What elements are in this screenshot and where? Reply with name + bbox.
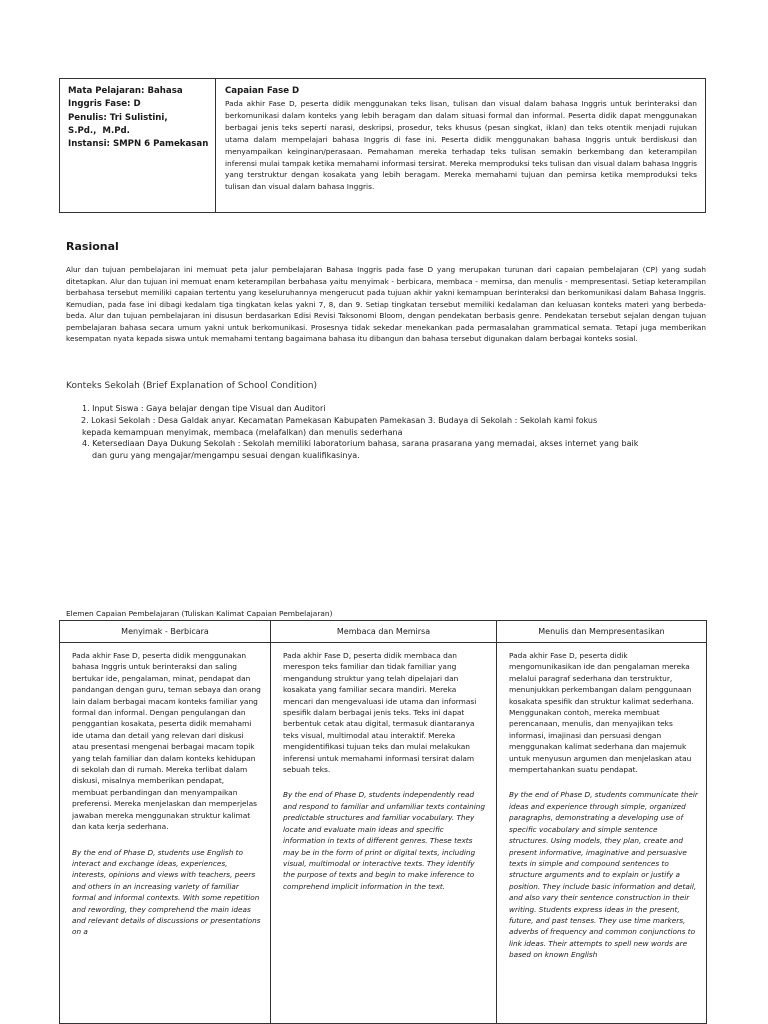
menulis-en-text: By the end of Phase D, students communicate their ideas and experience through simple, organized paragraphs, demonstrating a developing use of specific vocabulary and simple sentence structures. Using models, they plan, create and present informative, imaginative and persuasive texts in simple and compound sentences to structure arguments and to explain or justify a position. They include basic information and detail, and also vary their sentence construction in their writing. Students express ideas in the present, future, and past tenses. They use time markers, adverbs of frequency and common conjunctions to link ideas. Their attempts to spell new words are based on known English (509, 790, 698, 960)
phase-achievement-title: Capaian Fase D (225, 86, 300, 96)
context-item-4: 4. Ketersediaan Daya Dukung Sekolah : Sekolah memiliki laboratorium bahasa, sarana prasarana yang memadai, akses internet yang baik (82, 439, 639, 449)
author-line: Penulis: Tri Sulistini, (68, 112, 168, 123)
phase-achievement-text: Pada akhir Fase D, peserta didik menggunakan teks lisan, tulisan dan visual dalam bahasa Inggris untuk berinteraksi dan berkomunikasi dalam konteks yang lebih beragam dan dalam situasi formal dan informal. Peserta didik dapat menggunakan berbagai jenis teks seperti narasi, deskripsi, prosedur, teks khusus (pesan singkat, iklan) dan teks otentik menjadi rujukan utama dalam mempelajari bahasa Inggris di fase ini. Peserta didik menggunakan bahasa Inggris untuk berdiskusi dan menyampaikan keinginan/perasaan. Pemahaman mereka terhadap teks tulisan semakin berkembang dan keterampilan inferensi mulai tampak ketika memahami informasi tersirat. Mereka memproduksi teks tulisan dan visual dalam bahasa Inggris yang terstruktur dengan kosakata yang lebih beragam. Mereka memahami tujuan dan pemirsa ketika memproduksi teks tulisan dan visual dalam bahasa Inggris. (225, 99, 697, 192)
author-degree-line: S.Pd., M.Pd. (68, 125, 130, 136)
menulis-cell (497, 643, 707, 1024)
elemen-table (59, 620, 707, 1024)
context-item-2-cont: kepada kemampuan menyimak, membaca (melafalkan) dan menulis sederhana (82, 427, 403, 437)
menyimak-cell (60, 643, 271, 1024)
subject-line: Mata Pelajaran: Bahasa (68, 86, 183, 96)
phase-achievement-cell (216, 79, 705, 212)
header-info-table (59, 78, 706, 213)
menyimak-en-text: By the end of Phase D, students use English to interact and exchange ideas, experiences, interests, opinions and views with teachers, peers and others in an increasing variety of familiar formal and informal contexts. With some repetition and rewording, they comprehend the main ideas and relevant details of discussions or presentations on a (72, 847, 261, 937)
context-item-4-cont: dan guru yang mengajar/mengampu sesuai dengan kualifikasinya. (92, 451, 360, 461)
phase-line: Inggris Fase: D (68, 99, 141, 110)
subject-info-cell (60, 79, 216, 212)
school-context-list (82, 403, 706, 462)
column-header-membaca: Membaca dan Memirsa (271, 621, 497, 643)
school-context-heading: Konteks Sekolah (Brief Explanation of School Condition) (66, 381, 317, 391)
elemen-content-row (60, 643, 707, 1024)
membaca-en-text: By the end of Phase D, students independently read and respond to familiar and unfamiliar texts containing predictable structures and familiar vocabulary. They locate and evaluate main ideas and specific information in texts of different genres. These texts may be in the form of print or digital texts, including visual, multimodal or interactive texts. They identify the purpose of texts and begin to make inference to comprehend implicit information in the text. (283, 790, 486, 891)
rasional-paragraph: Alur dan tujuan pembelajaran ini memuat peta jalur pembelajaran Bahasa Inggris pada fase D yang merupakan turunan dari capaian pembelajaran (CP) yang sudah ditetapkan. Alur dan tujuan ini memuat enam keterampilan berbahasa yaitu menyimak - berbicara, membaca - memirsa, dan menulis - mempresentasi. Setiap keterampilan berbahasa tersebut memiliki capaian tertentu yang keseluruhannya mengerucut pada tujuan akhir yakni kemampuan berinteraksi dan berkomunikasi dalam Bahasa Inggris. Kemudian, pada fase ini dibagi kedalam tiga tingkatan kelas yakni 7, 8, dan 9. Setiap tingkatan tersebut memiliki kedalaman dan keluasan konteks materi yang berbeda-beda. Alur dan tujuan pembelajaran ini disusun berdasarkan Edisi Revisi Taksonomi Bloom, dengan pendekatan berbasis genre. Pendekatan tersebut sejalan dengan tujuan pembelajaran bahasa secara umum yakni untuk berkomunikasi. Prosesnya tidak sekedar menekankan pada permasalahan grammatical semata. Tetapi juga memberikan kesempatan nyata kepada siswa untuk memahami tentang bagaimana bahasa itu dibangun dan bahasa tersebut digunakan dalam berbagai konteks sosial. (66, 265, 706, 343)
context-item-1: 1. Input Siswa : Gaya belajar dengan tipe Visual dan Auditori (82, 404, 326, 413)
context-item-2: 2. Lokasi Sekolah : Desa Galdak anyar. Kecamatan Pamekasan Kabupaten Pamekasan 3. Budaya di Sekolah : Sekolah kami fokus (81, 415, 598, 425)
membaca-cell (271, 643, 497, 1024)
menulis-id-text: Pada akhir Fase D, peserta didik mengomunikasikan ide dan pengalaman mereka melalui paragraf sederhana dan terstruktur, menunjukkan perkembangan dalam penggunaan kosakata spesifik dan struktur kalimat sederhana. Menggunakan contoh, mereka membuat perencanaan, menulis, dan menyajikan teks informasi, imajinasi dan persuasi dengan menggunakan kalimat sederhana dan majemuk untuk menyusun argumen dan menjelaskan atau mempertahankan suatu pendapat. (509, 651, 694, 775)
column-header-menulis: Menulis dan Mempresentasikan (497, 621, 707, 643)
institution-line: Instansi: SMPN 6 Pamekasan (68, 139, 209, 150)
rasional-heading: Rasional (66, 240, 119, 253)
elemen-header-row (60, 621, 707, 643)
elemen-caption: Elemen Capaian Pembelajaran (Tuliskan Kalimat Capaian Pembelajaran) (66, 609, 333, 618)
column-header-menyimak: Menyimak - Berbicara (60, 621, 271, 643)
membaca-id-text: Pada akhir Fase D, peserta didik membaca dan merespon teks familiar dan tidak familiar yang mengandung struktur yang telah dipelajari dan kosakata yang familiar secara mandiri. Mereka mencari dan mengevaluasi ide utama dan informasi spesifik dalam berbagai jenis teks. Teks ini dapat berbentuk cetak atau digital, termasuk diantaranya teks visual, multimodal atau interaktif. Mereka mengidentifikasi tujuan teks dan mulai melakukan inferensi untuk memahami informasi tersirat dalam sebuah teks. (283, 651, 477, 775)
menyimak-id-text: Pada akhir Fase D, peserta didik menggunakan bahasa Inggris untuk berinteraksi dan saling bertukar ide, pengalaman, minat, pendapat dan pandangan dengan guru, teman sebaya dan orang lain dalam berbagai macam konteks familiar yang formal dan informal. Dengan pengulangan dan penggantian kosakata, peserta didik memahami ide utama dan detail yang relevan dari diskusi atau presentasi mengenai berbagai macam topik yang telah familiar dan dalam konteks kehidupan di sekolah dan di rumah. Mereka terlibat dalam diskusi, misalnya memberikan pendapat, membuat perbandingan dan menyampaikan preferensi. Mereka menjelaskan dan memperjelas jawaban mereka menggunakan struktur kalimat dan kata kerja sederhana. (72, 651, 261, 832)
